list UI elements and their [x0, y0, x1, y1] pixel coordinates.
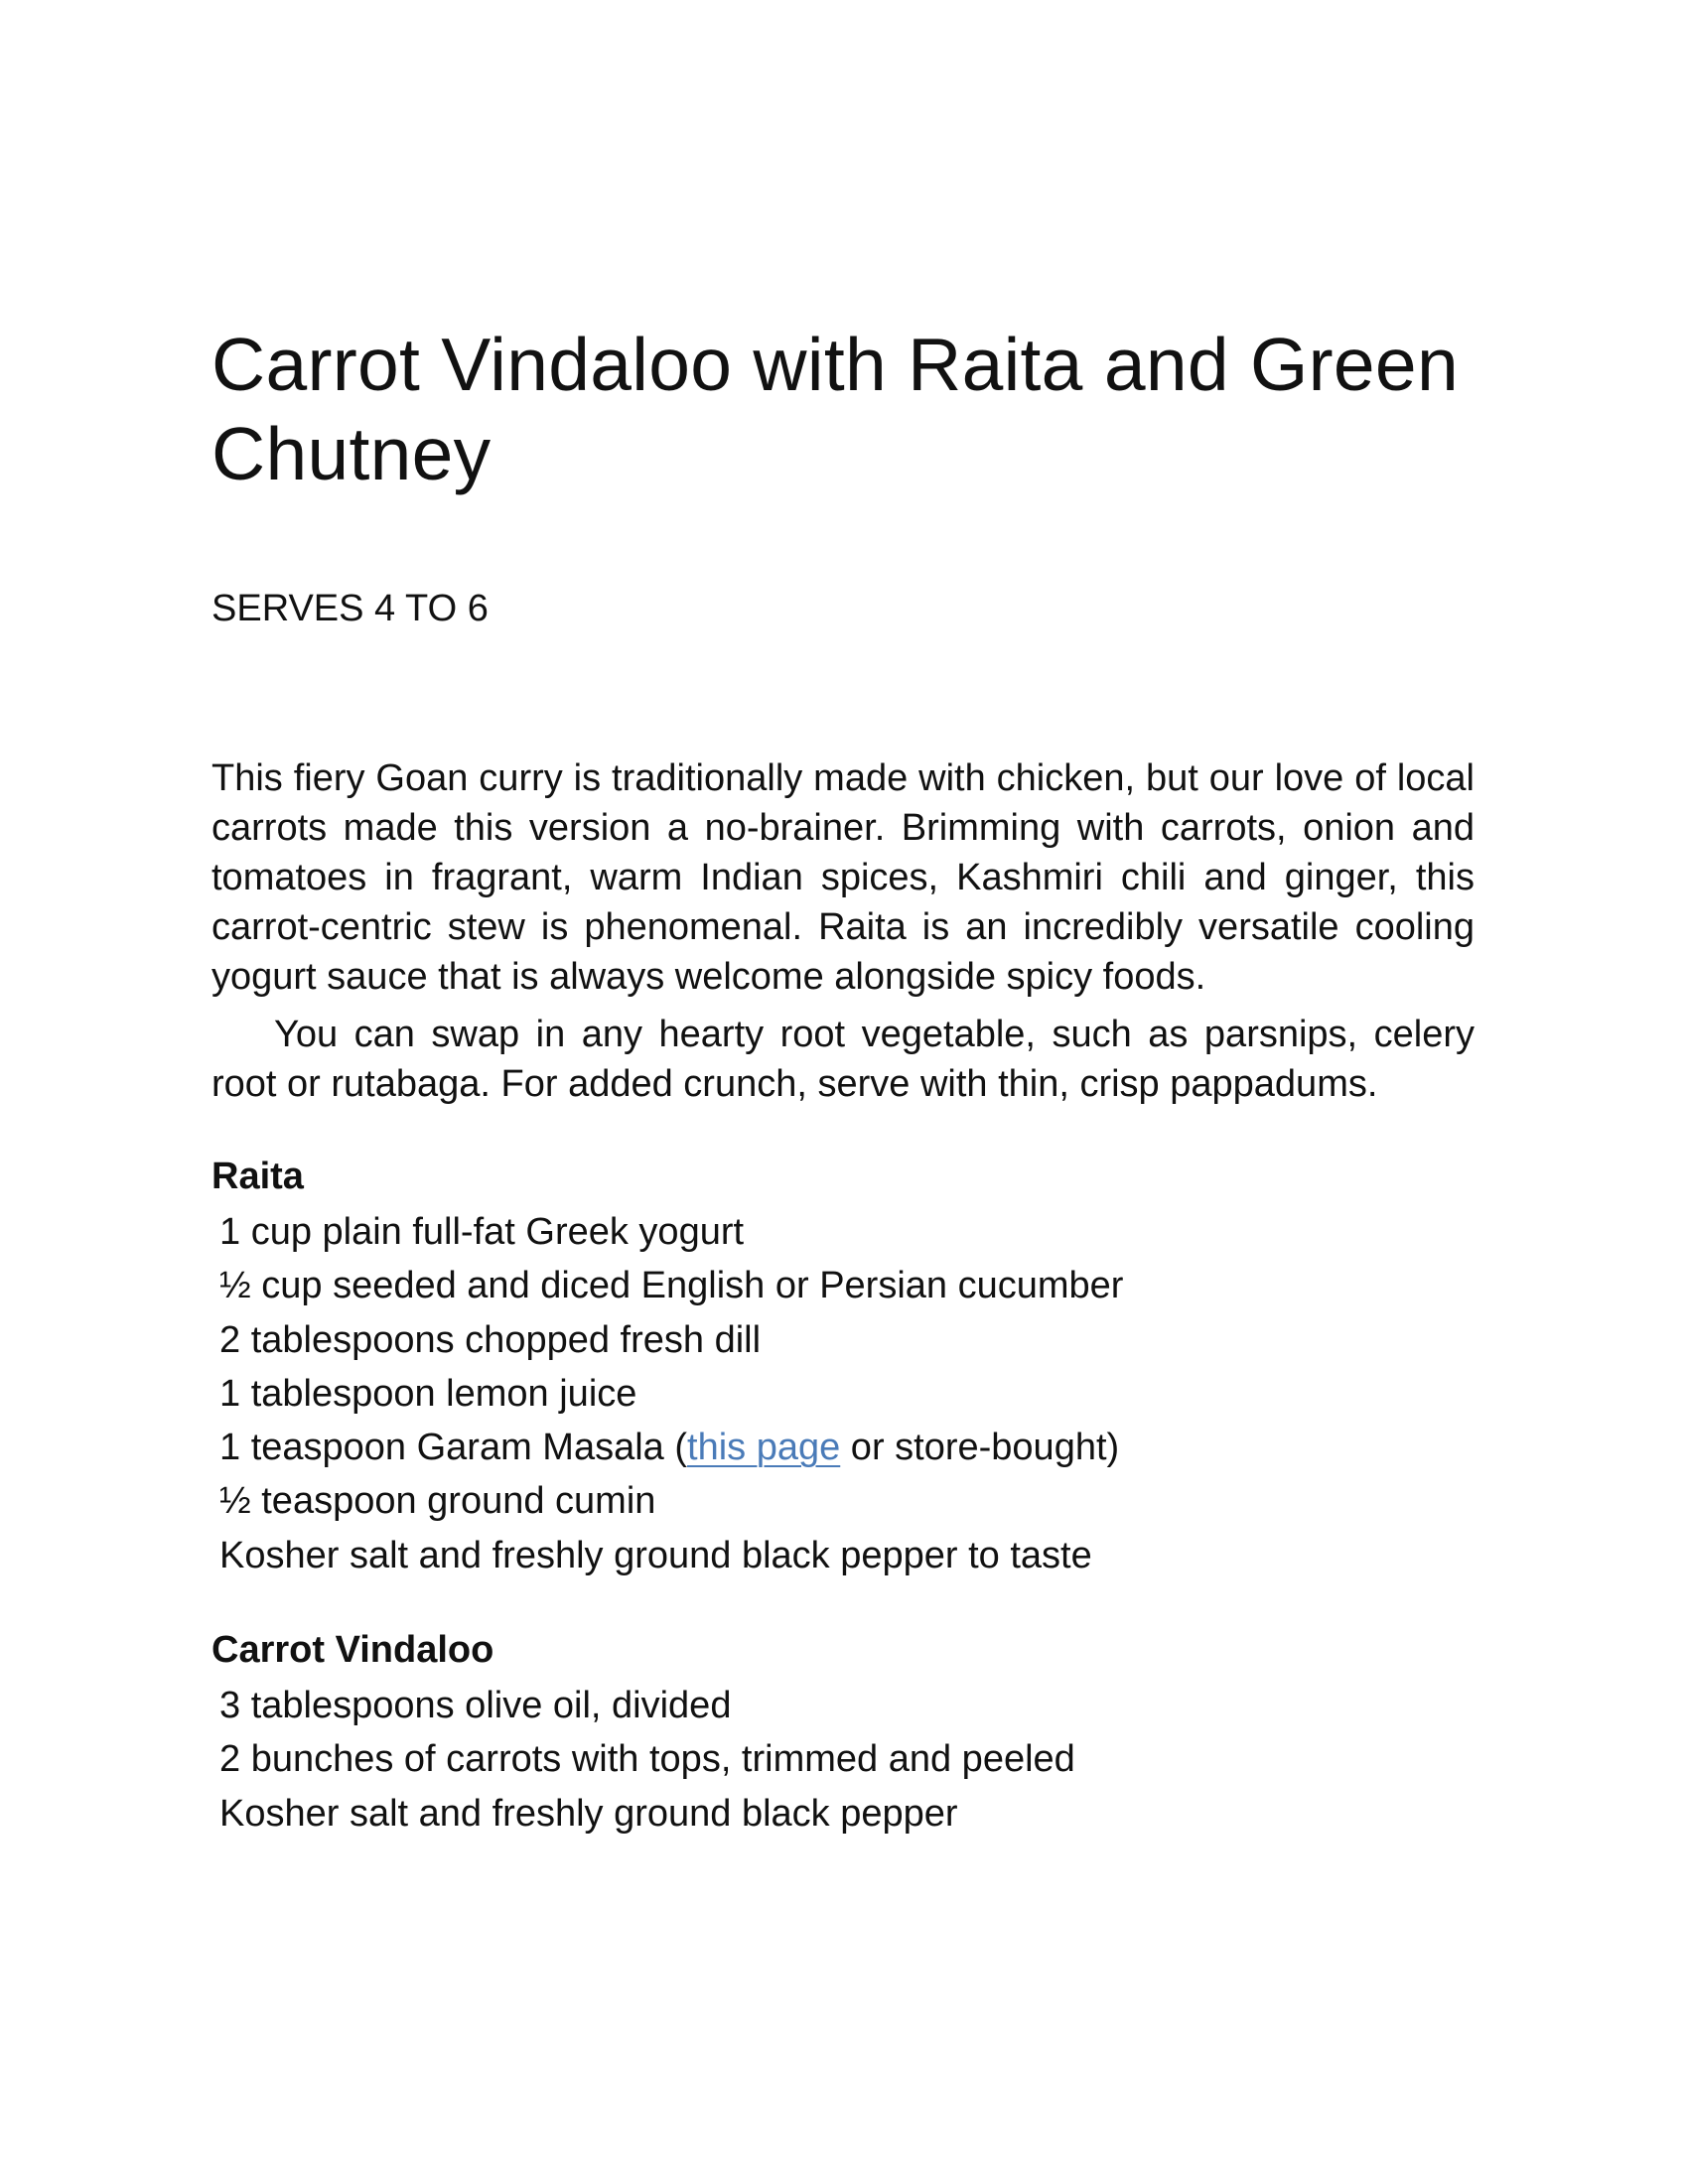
ingredient-item: 3 tablespoons olive oil, divided: [219, 1685, 732, 1727]
intro-paragraph: This fiery Goan curry is traditionally made with chicken, but our love of local carrots made this version a no-brainer. Brimming with carrots, onion and tomatoes in fragrant, warm Indian spices, Kashmiri chili and ginger, this carrot-centric stew is phenomenal. Raita is an incredibly versatile cooling yogurt sauce that is always welcome alongside spicy foods.: [211, 757, 1475, 998]
ingredient-item: ½ cup seeded and diced English or Persian cucumber: [219, 1265, 1124, 1307]
ingredient-item-garam-masala: [219, 1421, 1475, 1474]
raita-ingredient-list: [211, 1205, 1475, 1582]
recipe-title: Carrot Vindaloo with Raita and Green Chutney: [211, 323, 1459, 495]
vindaloo-ingredient-list: [211, 1679, 1475, 1841]
intro-paragraph-tip: You can swap in any hearty root vegetable, such as parsnips, celery root or rutabaga. For added crunch, serve with thin, crisp pappadums.: [211, 1014, 1475, 1105]
carrot-vindaloo-heading: Carrot Vindaloo: [211, 1629, 494, 1672]
ingredient-item: Kosher salt and freshly ground black pepper: [219, 1792, 958, 1835]
ingredient-text: 1 teaspoon Garam Masala (: [219, 1427, 688, 1469]
ingredient-item: Kosher salt and freshly ground black pepper to taste: [219, 1534, 1092, 1576]
garam-masala-page-link[interactable]: this page: [687, 1427, 841, 1469]
ingredient-item: 2 bunches of carrots with tops, trimmed and peeled: [219, 1738, 1075, 1781]
serves-note: SERVES 4 TO 6: [211, 588, 489, 629]
ingredient-item: ½ teaspoon ground cumin: [219, 1480, 656, 1523]
ingredient-text-suffix: or store-bought): [840, 1427, 1120, 1469]
ingredient-item: 1 tablespoon lemon juice: [219, 1372, 637, 1415]
document-page: [211, 320, 1475, 1841]
ingredient-item: 2 tablespoons chopped fresh dill: [219, 1318, 762, 1361]
recipe-intro: [211, 753, 1475, 1109]
ingredient-item: 1 cup plain full-fat Greek yogurt: [219, 1211, 745, 1253]
raita-heading: Raita: [211, 1156, 304, 1197]
